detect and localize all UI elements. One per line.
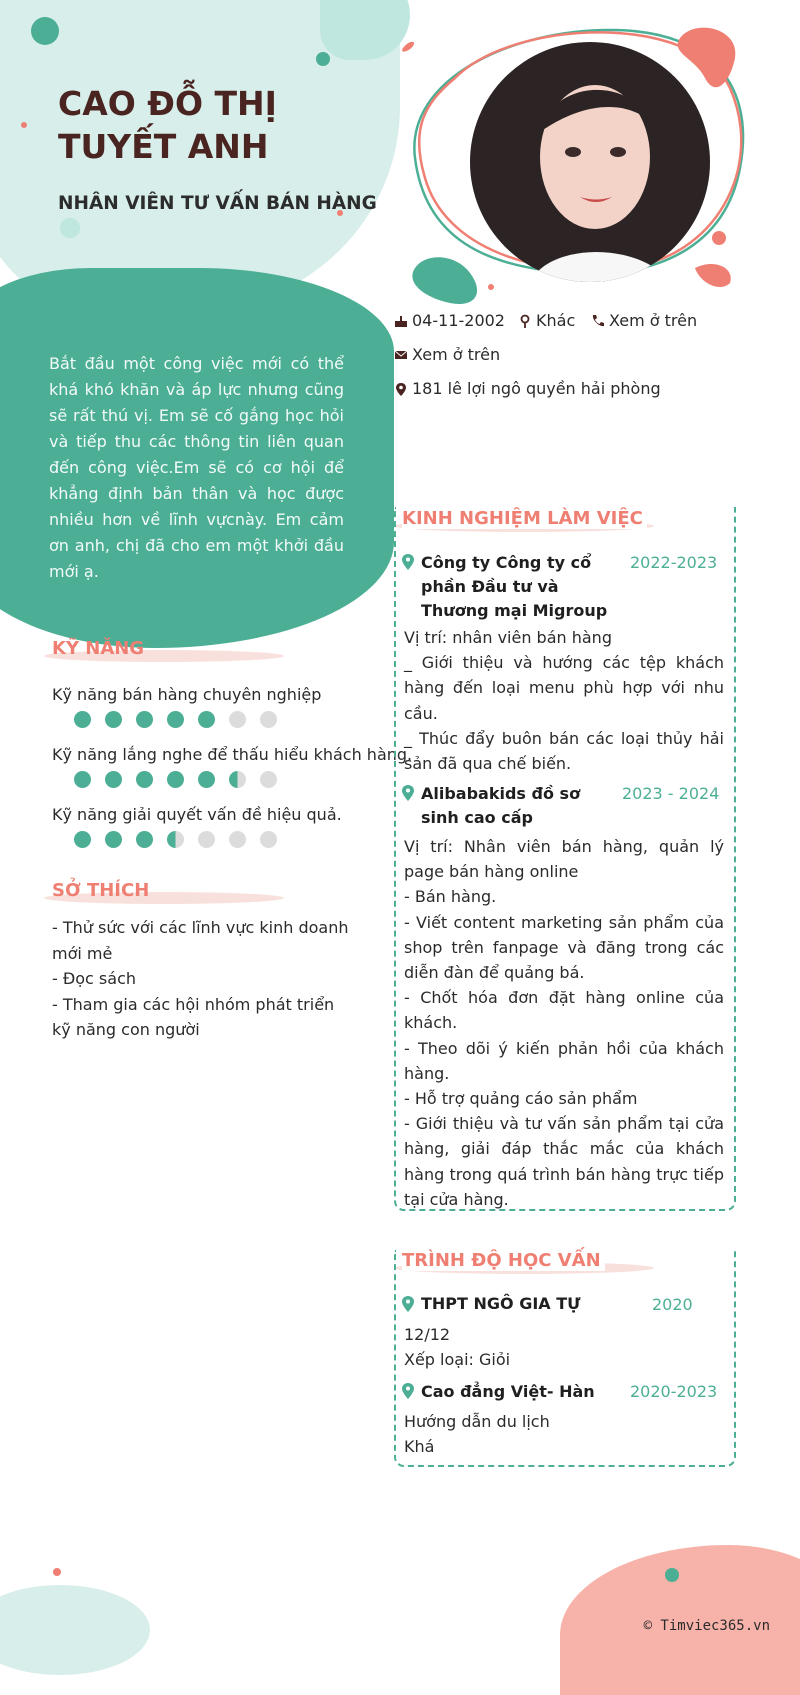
decorative-dot — [21, 122, 27, 128]
contact-address — [394, 379, 661, 398]
skill-dot — [229, 771, 246, 788]
skill-dot — [167, 831, 184, 848]
address-value: 181 lê lợi ngô quyền hải phòng — [412, 379, 661, 398]
skill-dot — [260, 771, 277, 788]
skill-rating — [74, 831, 277, 848]
skill-dot — [74, 711, 91, 728]
skill-dot — [260, 831, 277, 848]
skill-rating — [74, 711, 277, 728]
birthday-value: 04-11-2002 — [412, 311, 505, 330]
skill-dot — [198, 711, 215, 728]
contact-email[interactable] — [394, 345, 500, 364]
location-icon — [394, 382, 408, 396]
experience-period: 2022-2023 — [630, 553, 718, 572]
skill-dot — [229, 711, 246, 728]
location-pin-icon — [402, 554, 414, 570]
experience-company: Alibabakids đồ sơ sinh cao cấp — [421, 784, 581, 827]
skill-name: Kỹ năng giải quyết vấn đề hiệu quả. — [52, 805, 342, 824]
gender-value: Khác — [536, 311, 576, 330]
profile-photo — [470, 42, 710, 282]
decorative-dot — [60, 218, 80, 238]
skill-dot — [136, 771, 153, 788]
skill-name: Kỹ năng bán hàng chuyên nghiệp — [52, 685, 322, 704]
skill-dot — [136, 831, 153, 848]
email-value: Xem ở trên — [412, 345, 501, 364]
candidate-name: CAO ĐỖ THỊ TUYẾT ANH — [58, 84, 277, 166]
education-school: Cao đẳng Việt- Hàn — [421, 1382, 595, 1401]
contact-phone[interactable] — [591, 311, 697, 330]
education-school: THPT NGÔ GIA TỰ — [421, 1294, 581, 1313]
experience-company: Công ty Công ty cổ phần Đầu tư và Thương mại Migroup — [421, 553, 608, 620]
skill-dot — [260, 711, 277, 728]
contact-birthday — [394, 311, 505, 330]
location-pin-icon — [402, 1296, 414, 1312]
phone-value: Xem ở trên — [609, 311, 698, 330]
education-period: 2020-2023 — [630, 1382, 718, 1401]
footer-watermark: © Timviec365.vn — [643, 1618, 770, 1634]
decorative-dot — [316, 52, 330, 66]
skill-dot — [198, 831, 215, 848]
decorative-blob-bottom-left — [0, 1585, 150, 1675]
skill-dot — [136, 711, 153, 728]
education-details: Hướng dẫn du lịch Khá — [404, 1412, 550, 1457]
job-title: NHÂN VIÊN TƯ VẤN BÁN HÀNG — [58, 193, 377, 214]
education-details: 12/12 Xếp loại: Giỏi — [404, 1325, 511, 1370]
location-pin-icon — [402, 1383, 414, 1399]
skill-dot — [229, 831, 246, 848]
experience-details: Vị trí: nhân viên bán hàng _ Giới thiệu và hướng các tệp khách hàng đến loại menu phù hợp với nhu cầu. _ Thúc đẩy buôn bán các loại thủy hải sản đã qua chế biến. — [404, 628, 724, 774]
skill-rating — [74, 771, 277, 788]
decorative-dot — [31, 17, 59, 45]
experience-section-title: KINH NGHIỆM LÀM VIỆC — [402, 508, 647, 529]
contact-gender — [518, 311, 575, 330]
phone-icon — [591, 314, 605, 328]
education-period: 2020 — [652, 1295, 693, 1314]
experience-period: 2023 - 2024 — [622, 784, 720, 803]
skill-dot — [74, 771, 91, 788]
hobbies-section-title: SỞ THÍCH — [52, 880, 150, 901]
skill-name: Kỹ năng lắng nghe để thấu hiểu khách hàng. — [52, 745, 413, 764]
skill-dot — [105, 771, 122, 788]
skill-dot — [105, 711, 122, 728]
summary-text: Bắt đầu một công việc mới có thể khá khó khăn và áp lực nhưng cũng sẽ rất thú vị. Em sẽ cố gắng học hỏi và tiếp thu các thông tin liên quan đến công việc.Em sẽ có cơ hội để khẳng định bản thân và học được nhiều hơn về lĩnh vựcnày. Em cảm ơn anh, chị đã cho em một khởi đầu mới ạ. — [49, 354, 344, 581]
location-pin-icon — [402, 785, 414, 801]
skills-section-title: KỸ NĂNG — [52, 638, 145, 659]
experience-details: Vị trí: Nhân viên bán hàng, quản lý page bán hàng online - Bán hàng. - Viết content marketing sản phẩm của shop trên fanpage và đăng trong các diễn đàn để quảng bá. - Chốt hóa đơn đặt hàng online của khách. - Theo dõi ý kiến phản hồi của khách hàng. - Hỗ trợ quảng cáo sản phẩm - Giới thiệu và tư vấn sản phẩm tại cửa hàng, giải đáp thắc mắc của khách hàng trong quá trình bán hàng trực tiếp tại cửa hàng. — [404, 837, 724, 1209]
cake-icon — [394, 314, 408, 328]
gender-icon — [518, 314, 532, 328]
decorative-dot — [665, 1568, 679, 1582]
skill-dot — [167, 711, 184, 728]
education-section-title: TRÌNH ĐỘ HỌC VẤN — [402, 1250, 605, 1271]
skill-dot — [167, 771, 184, 788]
hobbies-text: - Thử sức với các lĩnh vực kinh doanh mới mẻ - Đọc sách - Tham gia các hội nhóm phát triển kỹ năng con người — [52, 918, 349, 1039]
skill-dot — [198, 771, 215, 788]
mail-icon — [394, 348, 408, 362]
decorative-dot — [53, 1568, 61, 1576]
skill-dot — [105, 831, 122, 848]
skill-dot — [74, 831, 91, 848]
